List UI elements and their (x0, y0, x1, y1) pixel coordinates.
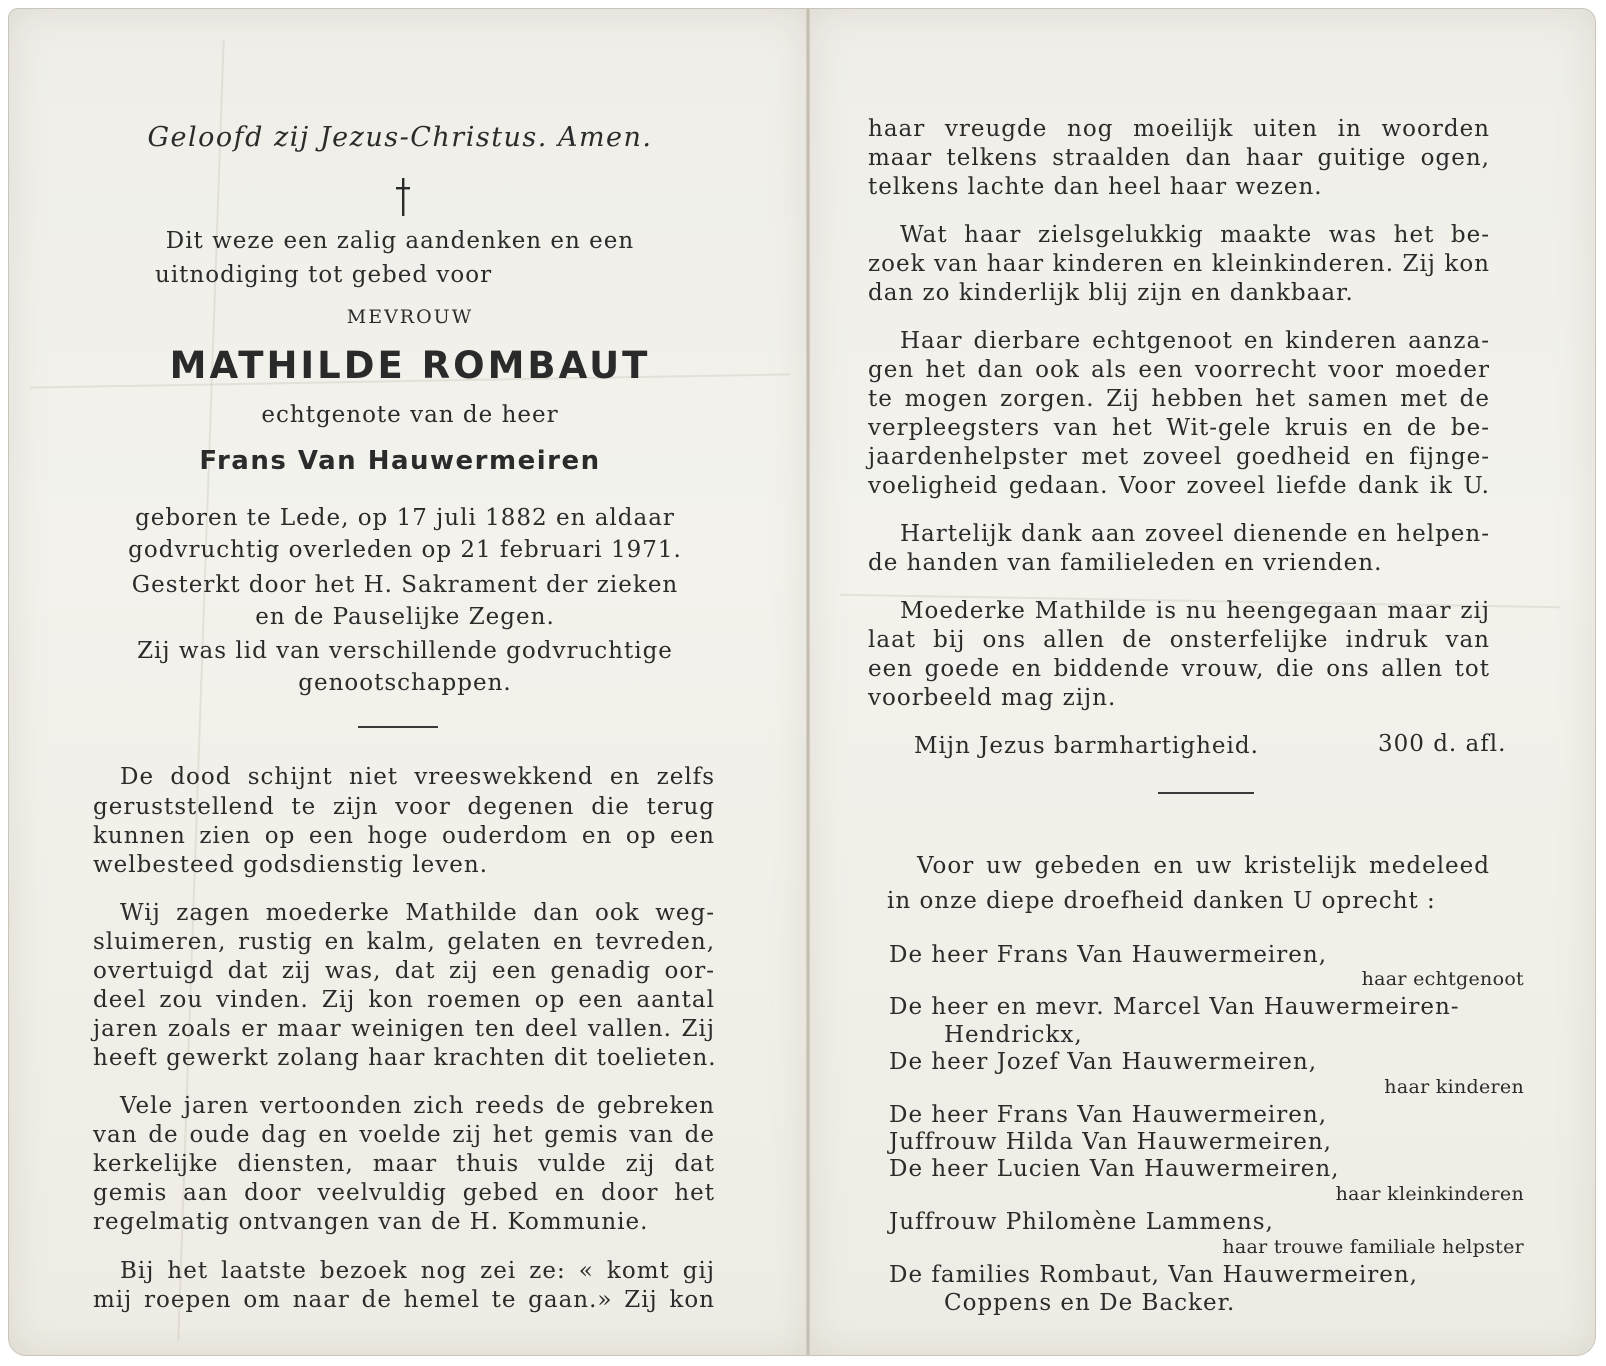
thanks-line-1: Voor uw gebeden en uw kristelijk medeleed (917, 853, 1490, 879)
text-line: kunnen zien op een hoge ouderdom en op een (93, 823, 715, 849)
divider-rule (358, 726, 438, 728)
family-relation: haar echtgenoot (1361, 968, 1524, 990)
text-line: telkens lachte dan heel haar wezen. (868, 174, 1323, 200)
opening-acclamation: Geloofd zij Jezus-Christus. Amen. (147, 122, 653, 153)
spouse-name: Frans Van Hauwermeiren (199, 446, 601, 476)
text-line: Haar dierbare echtgenoot en kinderen aanza- (900, 328, 1490, 354)
family-member: De heer en mevr. Marcel Van Hauwermeiren- (889, 994, 1460, 1020)
center-fold (806, 8, 810, 1356)
family-member: Coppens en De Backer. (944, 1290, 1236, 1316)
text-line: Vele jaren vertoonden zich reeds de gebreken (120, 1093, 715, 1119)
family-relation: haar trouwe familiale helpster (1222, 1236, 1524, 1258)
thanks-line-2: in onze diepe droefheid danken U oprecht : (887, 888, 1436, 914)
text-line: maar telkens straalden dan haar guitige ogen, (868, 145, 1490, 171)
cross-icon (396, 178, 410, 216)
text-line: van de oude dag en voelde zij het gemis van de (93, 1122, 715, 1148)
title-prefix: MEVROUW (346, 306, 474, 328)
text-line: dan zo kinderlijk blij zijn en dankbaar. (868, 280, 1354, 306)
text-line: een goede en biddende vrouw, die ons allen tot (868, 656, 1490, 682)
text-line: geruststellend te zijn voor degenen die terug (93, 794, 715, 820)
intro-line-1: Dit weze een zalig aandenken en een (165, 228, 635, 254)
family-relation: haar kinderen (1384, 1076, 1524, 1098)
text-line: overtuigd dat zij was, dat zij een genadig oor- (93, 958, 715, 984)
spouse-line: echtgenote van de heer (261, 402, 559, 428)
text-line: mij roepen om naar de hemel te gaan.» Zij kon (93, 1287, 715, 1313)
text-line: De dood schijnt niet vreeswekkend en zelfs (120, 764, 715, 790)
membership-line-1: Zij was lid van verschillende godvruchtige (137, 638, 673, 664)
death-line: godvruchtig overleden op 21 februari 1971. (128, 537, 682, 563)
text-line: jaren zoals er maar weinigen ten deel vallen. Zij (93, 1016, 715, 1042)
text-line: deel zou vinden. Zij kon roemen op een aantal (93, 987, 715, 1013)
text-line: haar vreugde nog moeilijk uiten in woorden (868, 116, 1490, 142)
family-member: De heer Lucien Van Hauwermeiren, (889, 1156, 1340, 1182)
family-member: De heer Jozef Van Hauwermeiren, (889, 1049, 1318, 1075)
text-line: kerkelijke diensten, maar thuis vulde zij dat (93, 1151, 715, 1177)
text-line: te mogen zorgen. Zij hebben het samen met de (868, 386, 1490, 412)
membership-line-2: genootschappen. (298, 670, 512, 696)
intro-line-2: uitnodiging tot gebed voor (155, 262, 493, 288)
text-line: heeft gewerkt zolang haar krachten dit toelieten. (93, 1045, 717, 1071)
family-member: Juffrouw Hilda Van Hauwermeiren, (889, 1129, 1332, 1155)
sacrament-line-2: en de Pauselijke Zegen. (255, 604, 555, 630)
birth-line: geboren te Lede, op 17 juli 1882 en aldaar (135, 505, 675, 531)
sacrament-line-1: Gesterkt door het H. Sakrament der zieken (131, 572, 679, 598)
family-member: De families Rombaut, Van Hauwermeiren, (889, 1262, 1418, 1288)
family-member: Hendrickx, (944, 1022, 1083, 1048)
family-member: De heer Frans Van Hauwermeiren, (889, 942, 1328, 968)
prayer-invocation: Mijn Jezus barmhartigheid. (914, 733, 1259, 759)
text-line: de handen van familieleden en vrienden. (868, 550, 1383, 576)
text-line: regelmatig ontvangen van de H. Kommunie. (93, 1209, 649, 1235)
text-line: sluimeren, rustig en kalm, gelaten en tevreden, (93, 929, 715, 955)
text-line: laat bij ons allen de onsterfelijke indruk van (868, 627, 1490, 653)
text-line: Wij zagen moederke Mathilde dan ook weg- (120, 900, 715, 926)
text-line: zoek van haar kinderen en kleinkinderen. Zij kon (868, 251, 1490, 277)
family-member: Juffrouw Philomène Lammens, (889, 1209, 1274, 1235)
text-line: Bij het laatste bezoek nog zei ze: « komt gij (120, 1258, 715, 1284)
family-relation: haar kleinkinderen (1335, 1183, 1524, 1205)
text-line: voorbeeld mag zijn. (868, 685, 1117, 711)
text-line: verpleegsters van het Wit-gele kruis en de be- (868, 415, 1490, 441)
text-line: gemis aan door veelvuldig gebed en door het (93, 1180, 715, 1206)
text-line: gen het dan ook als een voorrecht voor moeder (868, 357, 1490, 383)
text-line: Hartelijk dank aan zoveel dienende en helpen- (900, 521, 1490, 547)
text-line: jaardenhelpster met zoveel goedheid en fijnge- (868, 444, 1490, 470)
deceased-name: MATHILDE ROMBAUT (169, 344, 651, 387)
text-line: Moederke Mathilde is nu heengegaan maar zij (900, 598, 1490, 624)
indulgence-note: 300 d. afl. (1378, 731, 1507, 757)
family-member: De heer Frans Van Hauwermeiren, (889, 1102, 1328, 1128)
text-line: welbesteed godsdienstig leven. (93, 852, 489, 878)
text-line: Wat haar zielsgelukkig maakte was het be- (900, 222, 1490, 248)
divider-rule (1158, 792, 1254, 794)
text-line: voeligheid gedaan. Voor zoveel liefde dank ik U. (868, 473, 1490, 499)
